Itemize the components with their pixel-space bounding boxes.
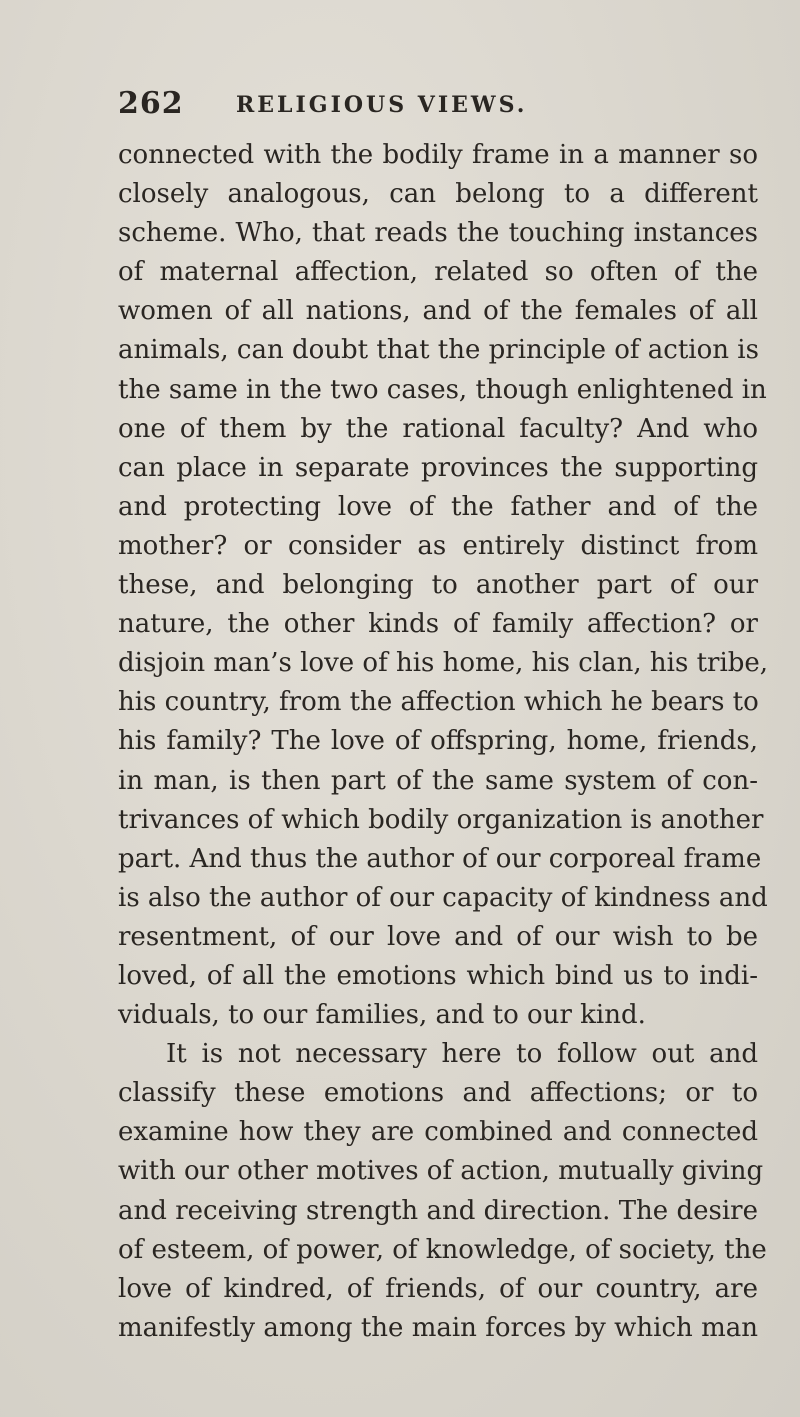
running-head [118, 86, 758, 126]
text-line: viduals, to our families, and to our kind. [118, 1000, 646, 1031]
body-text [118, 136, 769, 1348]
text-line: of esteem, of power, of knowledge, of society, the [118, 1234, 767, 1265]
page-number: 262 [118, 86, 184, 121]
text-line: is also the author of our capacity of kindness and [118, 882, 768, 913]
text-line: connected with the bodily frame in a manner so [118, 140, 758, 170]
text-line: examine how they are combined and connected [118, 1117, 758, 1148]
text-line: part. And thus the author of our corporeal frame [118, 843, 762, 874]
text-line: love of kindred, of friends, of our country, are [118, 1273, 758, 1304]
text-line: the same in the two cases, though enlightened in [118, 374, 767, 405]
text-line: his family? The love of offspring, home, friends, [118, 726, 758, 757]
text-line: in man, is then part of the same system of con- [118, 765, 758, 796]
text-line: manifestly among the main forces by which man [118, 1312, 758, 1343]
text-line: his country, from the affection which he bears to [118, 687, 759, 718]
text-line: mother? or consider as entirely distinct from [118, 530, 758, 561]
text-line: and protecting love of the father and of the [118, 491, 758, 522]
running-title: RELIGIOUS VIEWS. [236, 92, 528, 118]
text-line: scheme. Who, that reads the touching instances [118, 218, 758, 249]
text-line: women of all nations, and of the females of all [118, 296, 758, 327]
text-line: closely analogous, can belong to a different [118, 179, 758, 210]
text-line: disjoin man’s love of his home, his clan, his tribe, [118, 648, 769, 679]
text-line: with our other motives of action, mutually giving [118, 1156, 764, 1187]
text-line: can place in separate provinces the supporting [118, 452, 758, 483]
text-line: animals, can doubt that the principle of action is [118, 335, 759, 366]
paragraph-start-line: It is not necessary here to follow out and [166, 1039, 758, 1070]
text-line: loved, of all the emotions which bind us to indi- [118, 960, 758, 991]
text-line: classify these emotions and affections; or to [118, 1078, 758, 1109]
text-line: one of them by the rational faculty? And who [118, 413, 758, 444]
text-line: these, and belonging to another part of our [118, 570, 758, 601]
text-line: resentment, of our love and of our wish to be [118, 921, 758, 952]
text-line: and receiving strength and direction. The desire [118, 1195, 758, 1226]
text-line: trivances of which bodily organization is another [118, 804, 764, 835]
text-line: of maternal affection, related so often of the [118, 257, 758, 288]
text-line: nature, the other kinds of family affection? or [118, 609, 758, 640]
